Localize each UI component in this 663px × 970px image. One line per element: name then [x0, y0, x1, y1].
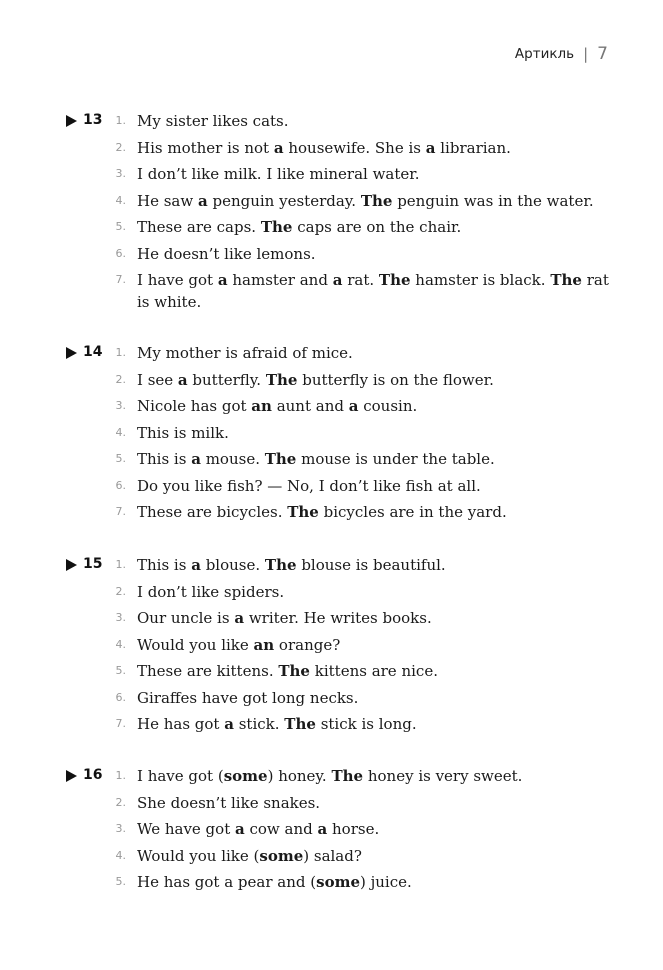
item-number: 2. — [115, 140, 126, 154]
item-number: 2. — [115, 584, 126, 598]
text-run: He has got a pear and ( — [137, 873, 317, 891]
answer-text — [115, 269, 625, 313]
text-run: honey is very sweet. — [363, 767, 523, 785]
answer-item — [115, 342, 625, 364]
article-answer: The — [360, 191, 393, 210]
text-run: He saw — [137, 191, 198, 210]
answer-text — [115, 818, 625, 840]
article-answer: a — [348, 397, 359, 415]
text-run: Our uncle is — [137, 609, 235, 627]
item-number: 4. — [115, 425, 126, 439]
answer-text — [115, 342, 625, 364]
text-run: Would you like ( — [137, 846, 260, 865]
text-run: He doesn’t like lemons. — [137, 244, 316, 263]
text-run: I don’t like spiders. — [137, 582, 285, 601]
answer-item — [115, 554, 625, 576]
text-run: cow and — [244, 820, 318, 838]
answer-item — [115, 190, 625, 212]
text-run: mouse is under the table. — [296, 450, 495, 468]
answer-item — [115, 110, 625, 132]
item-number: 7. — [115, 505, 126, 518]
answer-item — [115, 137, 625, 159]
item-number: 5. — [115, 220, 126, 233]
exercise-number-text: 14 — [83, 344, 103, 360]
text-run: I don’t like milk. I like mineral water. — [137, 165, 420, 183]
text-run: butterfly. — [187, 370, 266, 389]
article-answer: a — [332, 271, 343, 289]
text-run: penguin was in the water. — [392, 191, 594, 210]
answer-text — [115, 137, 625, 159]
answer-text — [115, 243, 625, 265]
text-run: mouse. — [200, 450, 265, 468]
text-run: These are caps. — [137, 218, 261, 236]
header-separator: | — [583, 45, 589, 63]
text-run: These are bicycles. — [137, 503, 288, 521]
item-number: 7. — [115, 717, 126, 730]
text-run: Giraffes have got long necks. — [137, 688, 359, 707]
answer-text — [115, 713, 625, 735]
answer-text — [115, 216, 625, 238]
article-answer: a — [197, 191, 208, 210]
text-run: I see — [137, 370, 178, 389]
text-run: aunt and — [271, 397, 349, 415]
answer-item — [115, 818, 625, 840]
text-run: kittens are nice. — [309, 662, 438, 680]
item-number: 5. — [115, 875, 126, 888]
article-answer: a — [177, 370, 188, 389]
answer-item — [115, 607, 625, 629]
item-number: 1. — [115, 114, 126, 127]
answer-item — [115, 395, 625, 417]
text-run: These are kittens. — [137, 662, 279, 680]
text-run: cousin. — [358, 397, 418, 415]
answer-text — [115, 475, 625, 497]
text-run: Nicole has got — [137, 397, 252, 415]
answer-text — [115, 765, 625, 787]
item-number: 6. — [115, 478, 126, 492]
text-run: This is — [137, 450, 192, 468]
running-header — [515, 44, 608, 64]
answer-text — [115, 190, 625, 212]
item-number: 3. — [115, 822, 126, 835]
exercise-number-text: 16 — [83, 767, 103, 783]
article-answer: some — [259, 846, 304, 865]
text-run: I have got — [137, 271, 218, 289]
article-answer: The — [287, 503, 319, 521]
answer-item — [115, 501, 625, 523]
answer-item — [115, 369, 625, 391]
text-run: His mother is not — [137, 138, 274, 157]
answer-item — [115, 163, 625, 185]
answer-item — [115, 713, 625, 735]
answer-text — [115, 660, 625, 682]
article-answer: The — [284, 715, 316, 733]
answer-text — [115, 448, 625, 470]
answer-text — [115, 581, 625, 603]
text-run: bicycles are in the yard. — [318, 503, 507, 521]
text-run: librarian. — [435, 138, 511, 157]
answer-item — [115, 634, 625, 656]
text-run: horse. — [327, 820, 380, 838]
text-run: rat. — [342, 271, 379, 289]
answer-text — [115, 607, 625, 629]
text-run: This is milk. — [137, 423, 229, 442]
answer-item — [115, 422, 625, 444]
answer-text — [115, 554, 625, 576]
answer-item — [115, 581, 625, 603]
text-run: blouse is beautiful. — [296, 556, 446, 574]
text-run: She doesn’t like snakes. — [137, 793, 321, 812]
text-run: housewife. She is — [283, 138, 426, 157]
answer-text — [115, 369, 625, 391]
text-run: orange? — [274, 635, 341, 654]
text-run: ) salad? — [303, 846, 362, 865]
text-run: caps are on the chair. — [292, 218, 462, 236]
answer-text — [115, 845, 625, 867]
article-answer: The — [378, 271, 411, 289]
article-answer: The — [278, 662, 310, 680]
answer-item — [115, 687, 625, 709]
article-answer: a — [234, 609, 245, 627]
text-run: My sister likes cats. — [137, 112, 289, 130]
text-run: ) honey. — [267, 767, 332, 785]
answer-item — [115, 871, 625, 893]
item-number: 4. — [115, 637, 126, 651]
answer-item — [115, 243, 625, 265]
item-number: 6. — [115, 246, 126, 260]
article-answer: The — [260, 218, 293, 236]
text-run: blouse. — [200, 556, 265, 574]
text-run: Would you like — [137, 635, 254, 654]
article-answer: a — [425, 138, 436, 157]
article-answer: a — [217, 271, 228, 289]
item-number: 5. — [115, 664, 126, 677]
item-number: 2. — [115, 372, 126, 386]
answer-item — [115, 216, 625, 238]
article-answer: a — [191, 450, 201, 468]
item-number: 1. — [115, 769, 126, 782]
article-answer: an — [251, 397, 272, 415]
text-run: My mother is afraid of mice. — [137, 344, 353, 362]
answer-text — [115, 792, 625, 814]
section-title: Артикль — [514, 46, 575, 62]
item-number: 6. — [115, 690, 126, 704]
answer-text — [115, 871, 625, 893]
answer-text — [115, 634, 625, 656]
article-answer: The — [331, 767, 364, 785]
answer-text — [115, 687, 625, 709]
exercise-number-text: 15 — [83, 556, 103, 572]
item-number: 1. — [115, 558, 126, 571]
text-run: penguin yesterday. — [207, 191, 361, 210]
answer-text — [115, 110, 625, 132]
article-answer: a — [317, 820, 328, 838]
article-answer: The — [550, 271, 582, 289]
answer-text — [115, 422, 625, 444]
item-number: 4. — [115, 193, 126, 207]
article-answer: some — [223, 767, 268, 785]
item-number: 5. — [115, 452, 126, 465]
item-number: 4. — [115, 848, 126, 862]
text-run: I have got ( — [137, 767, 224, 785]
item-number: 2. — [115, 795, 126, 809]
text-run: butterfly is on the flower. — [297, 370, 494, 389]
answer-item — [115, 660, 625, 682]
article-answer: The — [264, 450, 297, 468]
item-number: 3. — [115, 611, 126, 624]
item-number: 3. — [115, 399, 126, 412]
text-run: He has got — [137, 715, 225, 733]
text-run: writer. He writes books. — [244, 609, 432, 627]
answer-item — [115, 792, 625, 814]
text-run: stick. — [233, 715, 285, 733]
article-answer: some — [316, 873, 360, 891]
article-answer: The — [264, 556, 297, 574]
text-run: This is — [137, 556, 192, 574]
answer-item — [115, 269, 625, 313]
exercise-number-text: 13 — [83, 112, 103, 128]
answer-item — [115, 448, 625, 470]
item-number: 7. — [115, 273, 126, 286]
article-answer: a — [224, 715, 234, 733]
article-answer: a — [273, 138, 284, 157]
text-run: ) juice. — [360, 873, 412, 891]
item-number: 1. — [115, 346, 126, 359]
text-run: hamster is black. — [410, 271, 551, 289]
item-number: 3. — [115, 167, 126, 180]
article-answer: a — [191, 556, 201, 574]
answer-item — [115, 765, 625, 787]
article-answer: a — [235, 820, 245, 838]
answer-item — [115, 845, 625, 867]
page-number: 7 — [597, 44, 608, 64]
text-run: rat is white. — [137, 271, 609, 311]
answer-text — [115, 395, 625, 417]
article-answer: an — [253, 635, 275, 654]
article-answer: The — [265, 370, 298, 389]
text-run: stick is long. — [315, 715, 417, 733]
answer-item — [115, 475, 625, 497]
text-run: We have got — [137, 820, 235, 838]
text-run: hamster and — [227, 271, 333, 289]
answer-text — [115, 501, 625, 523]
answer-text — [115, 163, 625, 185]
text-run: Do you like fish? — No, I don’t like fish at all. — [137, 476, 481, 495]
